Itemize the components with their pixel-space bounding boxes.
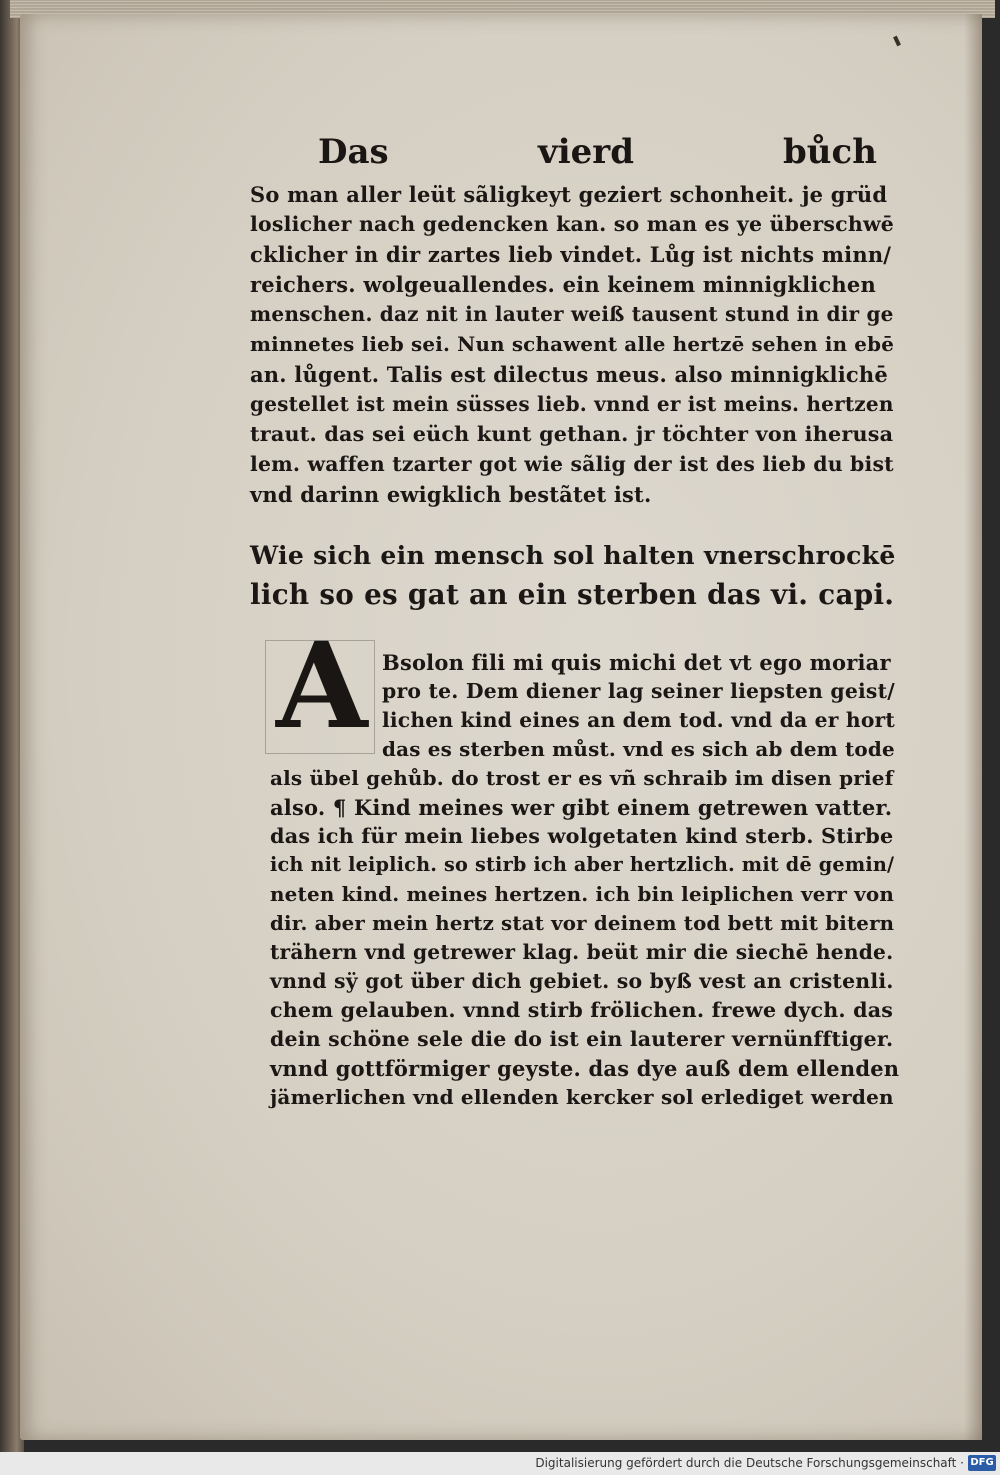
text-line: cklicher in dir zartes lieb vindet. Lůg ist nichts minn/ xyxy=(250,242,892,267)
heading-line: lich so es gat an ein sterben das vi. capi. xyxy=(250,578,895,611)
heading-line: Wie sich ein mensch sol halten vnerschrockē xyxy=(250,540,896,570)
footer-bar xyxy=(0,1452,1000,1475)
text-line: vnd darinn ewigklich bestãtet ist. xyxy=(250,482,652,507)
text-line: pro te. Dem diener lag seiner liepsten geist/ xyxy=(382,679,895,703)
dfg-logo-icon: DFG xyxy=(968,1455,996,1471)
text-line: das es sterben můst. vnd es sich ab dem tode xyxy=(382,737,895,761)
text-line: reichers. wolgeuallendes. ein keinem minnigklichen xyxy=(250,272,876,297)
text-line: ich nit leiplich. so stirb ich aber hertzlich. mit dē gemin/ xyxy=(270,853,895,876)
text-line: jämerlichen vnd ellenden kercker sol erlediget werden xyxy=(270,1085,894,1109)
text-line: minnetes lieb sei. Nun schawent alle hertzē sehen in ebē xyxy=(250,332,895,356)
text-line: So man aller leüt sãligkeyt geziert schonheit. je grüd xyxy=(250,182,888,207)
text-line: das ich für mein liebes wolgetaten kind sterb. Stirbe xyxy=(270,824,894,848)
text-line: neten kind. meines hertzen. ich bin leiplichen verr von xyxy=(270,882,895,906)
header-left: Das xyxy=(318,132,389,172)
text-line: menschen. daz nit in lauter weiß tausent stund in dir ge xyxy=(250,302,894,326)
text-line: trähern vnd getrewer klag. beüt mir die siechē hende. xyxy=(270,940,894,964)
text-line: vnnd gottförmiger geyste. das dye auß dem ellenden xyxy=(270,1056,900,1081)
initial-letter: A xyxy=(276,616,368,755)
text-line: chem gelauben. vnnd stirb frölichen. frewe dych. das xyxy=(270,998,894,1022)
text-line: traut. das sei eüch kunt gethan. jr töchter von iherusa xyxy=(250,422,894,446)
text-line: als übel gehůb. do trost er es vñ schraib im disen prief xyxy=(270,766,894,790)
funding-credit: Digitalisierung gefördert durch die Deutsche Forschungsgemeinschaft · xyxy=(535,1456,964,1470)
header-center: vierd xyxy=(538,132,634,172)
text-line: also. ¶ Kind meines wer gibt einem getrewen vatter. xyxy=(270,795,893,820)
running-header xyxy=(318,132,877,180)
text-line: lichen kind eines an dem tod. vnd da er hort xyxy=(382,708,895,732)
text-line: gestellet ist mein süsses lieb. vnnd er ist meins. hertzen xyxy=(250,392,894,416)
page-shadow xyxy=(964,14,982,1440)
text-line: dein schöne sele die do ist ein lauterer vernünfftiger. xyxy=(270,1027,894,1051)
text-line: loslicher nach gedencken kan. so man es ye überschwē xyxy=(250,212,895,236)
text-line: vnnd sÿ got über dich gebiet. so byß vest an cristenli. xyxy=(270,969,894,993)
header-right: bůch xyxy=(783,132,877,172)
text-line: Bsolon fili mi quis michi det vt ego moriar xyxy=(382,650,891,675)
decorated-initial xyxy=(265,616,375,755)
text-line: lem. waffen tzarter got wie sãlig der ist des lieb du bist xyxy=(250,452,894,476)
text-line: an. lůgent. Talis est dilectus meus. also minnigklichē xyxy=(250,362,888,387)
text-line: dir. aber mein hertz stat vor deinem tod bett mit bitern xyxy=(270,911,895,935)
